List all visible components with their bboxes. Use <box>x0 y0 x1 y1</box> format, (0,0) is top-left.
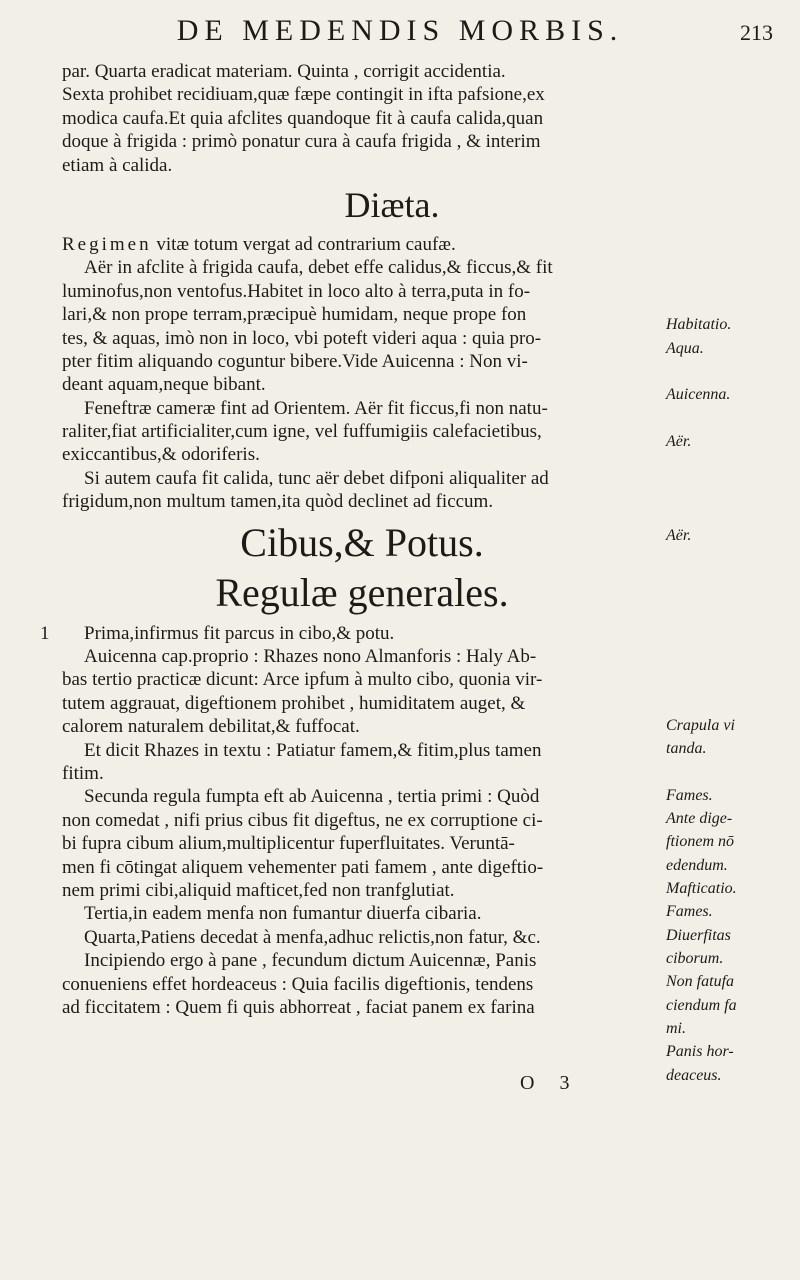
margin-note-aer: Aër. <box>666 433 692 450</box>
margin-note-ante: ftionem nō <box>666 833 734 850</box>
margin-note-diuersitas: Diuerfitas <box>666 927 731 944</box>
margin-note-masticatio: Mafticatio. <box>666 880 737 897</box>
text-line: pter fitim aliquando coguntur bibere.Vide Auicenna : Non vi- <box>62 350 528 372</box>
margin-note-aer: Aër. <box>666 527 692 544</box>
page-number: 213 <box>740 20 773 45</box>
text-line: bas tertio practicæ dicunt: Arce ipfum à multo cibo, quonia vir- <box>62 669 543 691</box>
text-line: Incipiendo ergo à pane , fecundum dictum Auicennæ, Panis <box>84 950 537 972</box>
text-line: etiam à calida. <box>62 154 173 176</box>
section-heading-regulae: Regulæ generales. <box>215 569 509 615</box>
text-line: luminofus,non ventofus.Habitet in loco alto à terra,puta in fo- <box>62 280 531 302</box>
text-line: Aër in afclite à frigida caufa, debet effe calidus,& ficcus,& fit <box>84 257 553 279</box>
margin-note-crapula: Crapula vi <box>666 717 735 734</box>
text-line: nem primi cibi,aliquid mafticet,fed non tranfglutiat. <box>62 879 455 901</box>
text-line: raliter,fiat artificialiter,cum igne, vel fuffumigiis calefacietibus, <box>62 421 542 443</box>
text-line: calorem naturalem debilitat,& fuffocat. <box>62 716 360 738</box>
main-text-block <box>40 60 662 1019</box>
text-line: Quarta,Patiens decedat à menfa,adhuc relictis,non fatur, &c. <box>84 926 541 948</box>
text-line: exiccantibus,& odoriferis. <box>62 444 260 466</box>
text-line: doque à frigida : primò ponatur cura à caufa frigida , & interim <box>62 131 541 153</box>
text-line-regimen <box>62 233 662 256</box>
signature-mark: O 3 <box>520 1072 580 1094</box>
rule-number: 1 <box>40 622 50 644</box>
running-title: DE MEDENDIS MORBIS. <box>176 14 624 47</box>
text-line: Auicenna cap.proprio : Rhazes nono Almanforis : Haly Ab- <box>84 646 537 668</box>
text-line: non comedat , nifi prius cibus fit digeftus, ne ex corruptione ci- <box>62 809 543 831</box>
margin-note-diuersitas: ciborum. <box>666 950 724 967</box>
text-line: ad ficcitatem : Quem fi quis abhorreat , faciat panem ex farina <box>62 996 535 1018</box>
text-line: tutem aggrauat, digeftionem prohibet , humiditatem auget, & <box>62 692 526 714</box>
text-line: Sexta prohibet recidiuam,quæ fæpe contingit in ifta pafsione,ex <box>62 84 545 106</box>
margin-note-non-satu: ciendum fa <box>666 997 737 1014</box>
section-heading-cibus: Cibus,& Potus. <box>240 519 484 565</box>
text-line: men fi cōtingat aliquem vehementer pati famem , ante digeftio- <box>62 856 544 878</box>
margin-note-mi: mi. <box>666 1020 686 1037</box>
text-line: Tertia,in eadem menfa non fumantur diuerfa cibaria. <box>84 903 482 925</box>
margin-note-auicenna: Auicenna. <box>666 386 731 403</box>
margin-note-aqua: Aqua. <box>666 340 704 357</box>
regimen-rest: vitæ totum vergat ad contrarium caufæ. <box>151 233 456 255</box>
text-line: conueniens effet hordeaceus : Quia facilis digeftionis, tendens <box>62 973 534 995</box>
page-header <box>0 14 800 54</box>
text-line: Feneftræ cameræ fint ad Orientem. Aër fit ficcus,fi non natu- <box>84 397 548 419</box>
text-line: Secunda regula fumpta eft ab Auicenna , tertia primi : Quòd <box>84 786 540 808</box>
text-line: Si autem caufa fit calida, tunc aër debet difponi aliqualiter ad <box>84 467 549 489</box>
text-line: lari,& non prope terram,præcipuè humidam, neque prope fon <box>62 304 527 326</box>
text-line: frigidum,non multum tamen,ita quòd declinet ad ficcum. <box>62 491 494 513</box>
text-line: modica caufa.Et quia afclites quandoque fit à caufa calida,quan <box>62 107 544 129</box>
text-line: deant aquam,neque bibant. <box>62 374 266 396</box>
margin-note-ante: edendum. <box>666 857 728 874</box>
margin-note-non-satu: Non fatufa <box>666 973 735 990</box>
margin-note-panis: deaceus. <box>666 1067 722 1084</box>
text-line: par. Quarta eradicat materiam. Quinta , corrigit accidentia. <box>62 61 506 82</box>
text-line: bi fupra cibum alium,multiplicentur fuperfluitates. Veruntā- <box>62 833 515 855</box>
rule-text: Prima,infirmus fit parcus in cibo,& potu. <box>84 622 395 644</box>
text-line: tes, & aquas, imò non in loco, vbi poteft videri aqua : quia pro- <box>62 327 542 349</box>
text-line: fitim. <box>62 762 104 784</box>
margin-note-panis: Panis hor- <box>666 1043 734 1060</box>
rule-line <box>40 622 662 645</box>
margin-note-habitatio: Habitatio. <box>666 316 732 333</box>
margin-note-fames: Fames. <box>666 787 713 804</box>
section-heading-diaeta: Diæta. <box>344 184 440 225</box>
text-line: Et dicit Rhazes in textu : Patiatur famem,& fitim,plus tamen <box>84 739 542 761</box>
margin-note-fames: Fames. <box>666 903 713 920</box>
margin-note-crapula: tanda. <box>666 740 707 757</box>
margin-note-ante: Ante dige- <box>666 810 733 827</box>
regimen-smallcaps: Regimen <box>62 233 152 255</box>
